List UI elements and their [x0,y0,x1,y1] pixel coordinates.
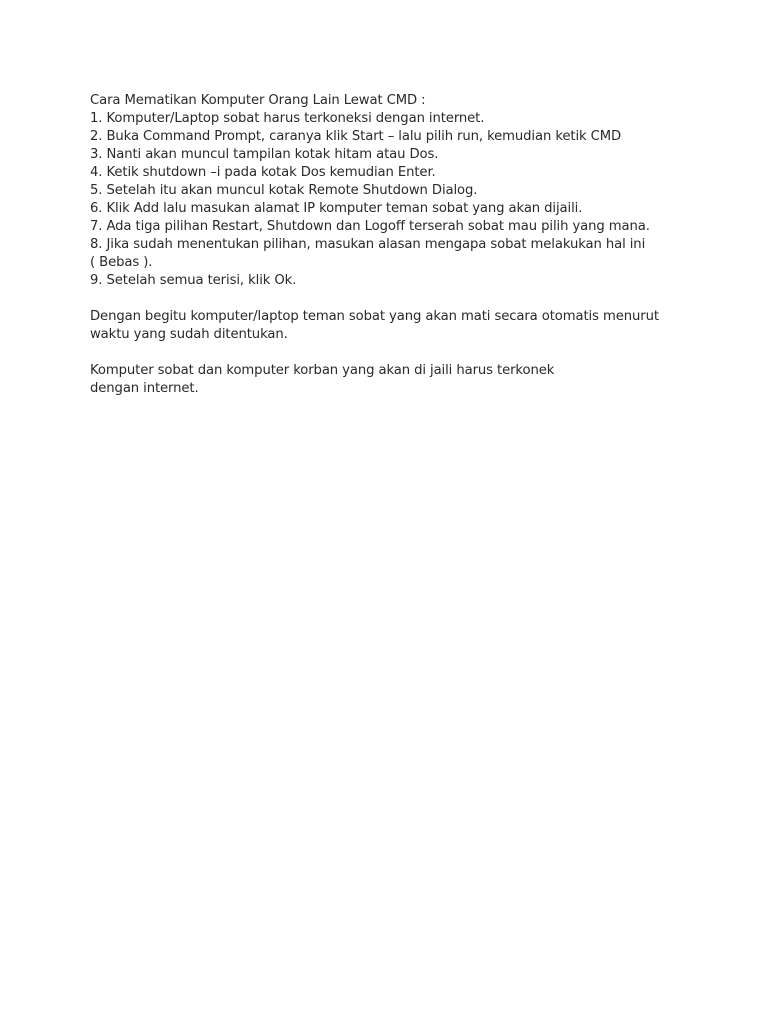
paragraph-line: waktu yang sudah ditentukan. [90,327,288,342]
step-6: 6. Klik Add lalu masukan alamat IP komputer teman sobat yang akan dijaili. [90,201,583,216]
paragraph-conclusion [90,308,730,344]
paragraph-spacer [90,290,730,308]
paragraph-line: Dengan begitu komputer/laptop teman sobat yang akan mati secara otomatis menurut [90,309,659,324]
document-title: Cara Mematikan Komputer Orang Lain Lewat CMD : [90,93,426,108]
step-2: 2. Buka Command Prompt, caranya klik Start – lalu pilih run, kemudian ketik CMD [90,129,622,144]
step-7: 7. Ada tiga pilihan Restart, Shutdown dan Logoff terserah sobat mau pilih yang mana. [90,219,650,234]
paragraph-line: Komputer sobat dan komputer korban yang akan di jaili harus terkonek [90,363,555,378]
steps-list [90,110,730,290]
step-8-continuation: ( Bebas ). [90,255,153,270]
document-body [90,92,730,398]
step-9: 9. Setelah semua terisi, klik Ok. [90,273,297,288]
step-8: 8. Jika sudah menentukan pilihan, masukan alasan mengapa sobat melakukan hal ini [90,237,646,252]
paragraph-spacer [90,344,730,362]
paragraph-note [90,362,730,398]
step-1: 1. Komputer/Laptop sobat harus terkoneksi dengan internet. [90,111,485,126]
paragraph-line: dengan internet. [90,381,199,396]
step-5: 5. Setelah itu akan muncul kotak Remote Shutdown Dialog. [90,183,478,198]
step-3: 3. Nanti akan muncul tampilan kotak hitam atau Dos. [90,147,439,162]
step-4: 4. Ketik shutdown –i pada kotak Dos kemudian Enter. [90,165,436,180]
